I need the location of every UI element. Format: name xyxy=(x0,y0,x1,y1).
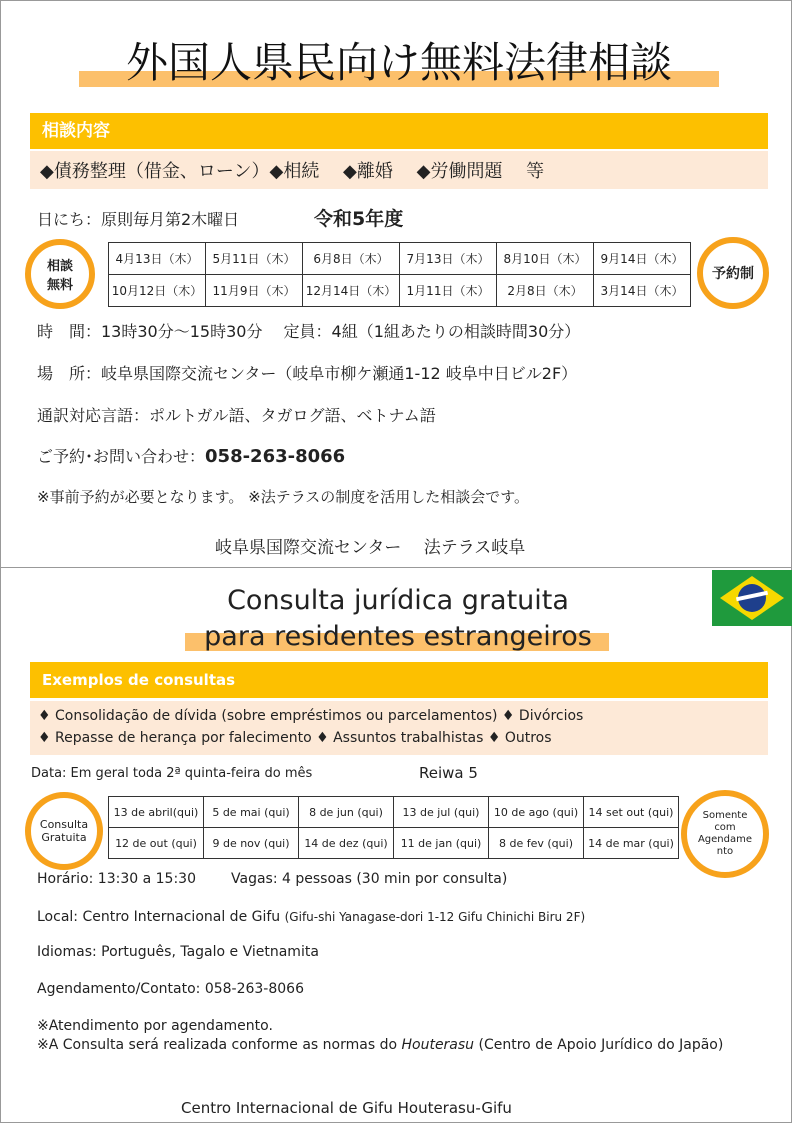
pt-reservation-line1: Somente xyxy=(702,810,748,821)
pt-schedule-cell: 8 de fev (qui) xyxy=(489,828,584,859)
pt-year: Reiwa 5 xyxy=(419,764,478,782)
pt-place-address: (Gifu-shi Yanagase-dori 1-12 Gifu Chinichi Biru 2F) xyxy=(284,910,586,924)
jp-title: 外国人県民向け無料法律相談 xyxy=(125,38,672,87)
jp-schedule-cell: 2月8日（木） xyxy=(497,275,594,307)
jp-place: 場 所：岐阜県国際交流センター（岐阜市柳ケ瀬通1-12 岐阜中日ビル2F） xyxy=(37,364,578,383)
pt-note1: ※Atendimento por agendamento. xyxy=(37,1018,273,1034)
pt-place-main: Local: Centro Internacional de Gifu xyxy=(37,909,285,925)
jp-schedule-cell: 3月14日（木） xyxy=(594,275,691,307)
pt-date-label: Data: Em geral toda 2ª quinta-feira do mês xyxy=(31,766,313,781)
jp-contact xyxy=(37,444,345,467)
jp-year: 令和5年度 xyxy=(314,208,404,230)
jp-schedule-table xyxy=(108,242,691,307)
pt-topics-line2: ♦ Repasse de herança por falecimento ♦ Assuntos trabalhistas ♦ Outros xyxy=(38,730,552,746)
pt-schedule-cell: 14 de dez (qui) xyxy=(299,828,394,859)
pt-place xyxy=(37,909,585,925)
jp-schedule-cell: 10月12日（木） xyxy=(109,275,206,307)
pt-schedule-cell: 14 de mar (qui) xyxy=(584,828,679,859)
pt-section-head: Exemplos de consultas xyxy=(30,662,768,698)
pt-free-badge-line2: Gratuita xyxy=(41,831,87,844)
pt-reservation-badge xyxy=(681,790,769,878)
jp-section-head: 相談内容 xyxy=(30,113,768,149)
brazil-flag-icon xyxy=(712,570,792,626)
jp-contact-phone: 058-263-8066 xyxy=(205,446,346,467)
jp-free-badge-line1: 相談 xyxy=(46,259,73,274)
pt-schedule-cell: 12 de out (qui) xyxy=(109,828,204,859)
pt-vacancies: Vagas: 4 pessoas (30 min por consulta) xyxy=(231,871,508,887)
jp-free-badge xyxy=(25,239,95,309)
jp-time: 時 間：13時30分～15時30分 定員：4組（1組あたりの相談時間30分） xyxy=(37,322,581,341)
pt-contact: Agendamento/Contato: 058-263-8066 xyxy=(37,981,304,997)
pt-schedule-cell: 11 de jan (qui) xyxy=(394,828,489,859)
pt-free-badge xyxy=(25,792,103,870)
pt-topics-line1: ♦ Consolidação de dívida (sobre empréstimos ou parcelamentos) ♦ Divórcios xyxy=(38,708,584,724)
jp-schedule-cell: 9月14日（木） xyxy=(594,243,691,275)
jp-footer: 岐阜県国際交流センター 法テラス岐阜 xyxy=(215,538,526,558)
jp-schedule-cell: 12月14日（木） xyxy=(303,275,400,307)
pt-schedule-table xyxy=(108,796,679,859)
jp-date-label: 日にち：原則毎月第2木曜日 xyxy=(37,210,240,229)
pt-schedule-cell: 10 de ago (qui) xyxy=(489,797,584,828)
pt-reservation-line2: com xyxy=(714,822,736,833)
jp-languages: 通訳対応言語：ポルトガル語、タガログ語、ベトナム語 xyxy=(37,406,436,425)
jp-reservation-badge xyxy=(697,237,769,309)
jp-topics-box xyxy=(30,151,768,189)
jp-schedule-cell: 5月11日（木） xyxy=(206,243,303,275)
pt-footer: Centro Internacional de Gifu Houterasu-Gifu xyxy=(181,1099,512,1117)
jp-note: ※事前予約が必要となります。 ※法テラスの制度を活用した相談会です。 xyxy=(37,488,530,506)
pt-note2 xyxy=(37,1037,723,1053)
pt-free-badge-line1: Consulta xyxy=(39,818,89,831)
jp-schedule-cell: 8月10日（木） xyxy=(497,243,594,275)
pt-schedule-cell: 9 de nov (qui) xyxy=(204,828,299,859)
pt-schedule-cell: 14 set out (qui) xyxy=(584,797,679,828)
pt-title-line1: Consulta jurídica gratuita xyxy=(227,585,569,616)
pt-reservation-line4: nto xyxy=(716,846,734,857)
pt-note2-italic: Houterasu xyxy=(401,1037,475,1053)
pt-languages: Idiomas: Português, Tagalo e Vietnamita xyxy=(37,944,319,960)
jp-contact-label: ご予約･お問い合わせ： xyxy=(37,447,206,466)
pt-note2-suffix: (Centro de Apoio Jurídico do Japão) xyxy=(474,1037,724,1053)
jp-schedule-cell: 11月9日（木） xyxy=(206,275,303,307)
jp-schedule-cell: 4月13日（木） xyxy=(109,243,206,275)
pt-schedule-cell: 5 de mai (qui) xyxy=(204,797,299,828)
jp-schedule-cell: 1月11日（木） xyxy=(400,275,497,307)
pt-schedule-cell: 13 de abril(qui) xyxy=(109,797,204,828)
pt-schedule-cell: 13 de jul (qui) xyxy=(394,797,489,828)
jp-schedule-cell: 7月13日（木） xyxy=(400,243,497,275)
pt-schedule-cell: 8 de jun (qui) xyxy=(299,797,394,828)
jp-topics: ◆債務整理（借金、ローン）◆相続 ◆離婚 ◆労働問題 等 xyxy=(40,161,545,182)
jp-reservation-badge-text: 予約制 xyxy=(712,266,754,282)
pt-title-line2: para residentes estrangeiros xyxy=(204,621,592,652)
pt-note2-prefix: ※A Consulta será realizada conforme as normas do xyxy=(37,1037,402,1053)
pt-reservation-line3: Agendame xyxy=(697,834,753,845)
pt-time: Horário: 13:30 a 15:30 xyxy=(37,871,196,887)
pt-topics-box xyxy=(30,701,768,755)
portuguese-panel xyxy=(0,567,792,1123)
jp-schedule-cell: 6月8日（木） xyxy=(303,243,400,275)
jp-free-badge-line2: 無料 xyxy=(46,278,73,293)
